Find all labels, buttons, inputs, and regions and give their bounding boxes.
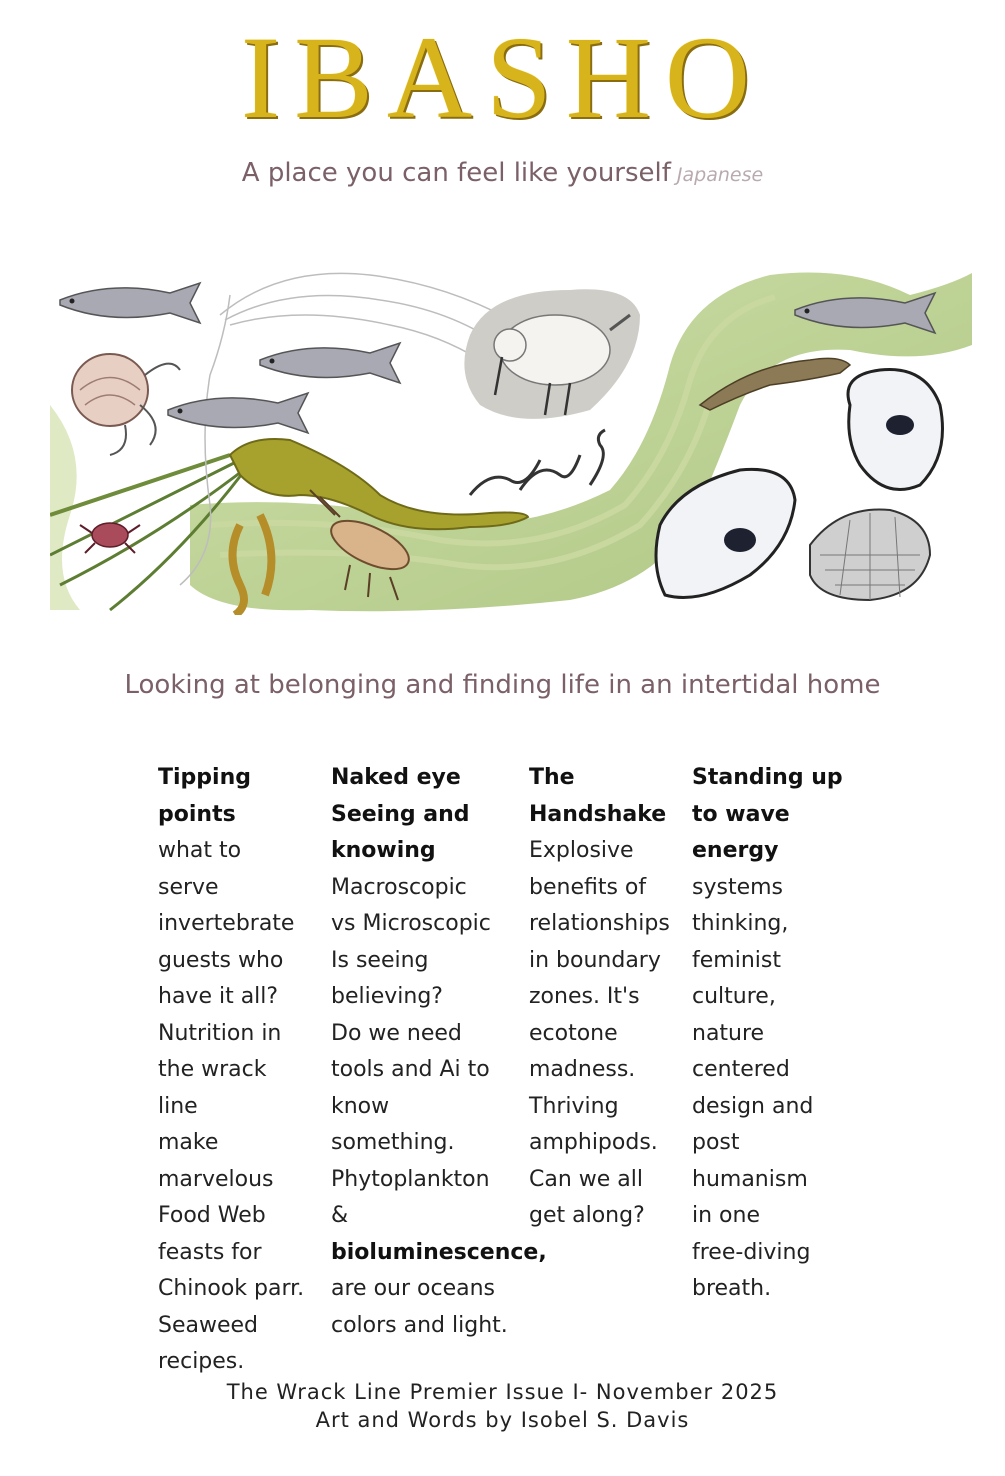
subtitle-language: Japanese bbox=[676, 164, 764, 186]
clam-icon bbox=[810, 509, 930, 600]
fish-icon bbox=[60, 283, 200, 323]
subtitle bbox=[0, 158, 1005, 188]
fish-icon bbox=[168, 393, 308, 433]
column-body: Explosive benefits of relationships in boundary zones. It's ecotone madness. Thriving amphipods. Can we all get along? bbox=[529, 838, 670, 1228]
fish-icon bbox=[260, 343, 400, 383]
footer bbox=[0, 1378, 1005, 1434]
column-body-bold: bioluminescence, bbox=[331, 1239, 547, 1265]
column-body: what to serve invertebrate guests who have it all? Nutrition in the wrack line make marvelous Food Web feasts for Chinook parr. Seaweed recipes. bbox=[158, 838, 305, 1374]
sandpiper-icon bbox=[464, 289, 640, 419]
column-naked-eye bbox=[331, 760, 547, 1344]
intertidal-illustration bbox=[50, 255, 975, 615]
tagline: Looking at belonging and finding life in an intertidal home bbox=[124, 670, 881, 700]
footer-issue-line: The Wrack Line Premier Issue I- November 2025 bbox=[226, 1380, 779, 1404]
subtitle-text: A place you can feel like yourself bbox=[241, 158, 671, 188]
column-handshake bbox=[529, 760, 679, 1235]
column-heading: Tipping points bbox=[158, 765, 251, 827]
column-wave-energy bbox=[692, 760, 852, 1308]
column-body: systems thinking, feminist culture, nature centered design and post humanism in one free-diving breath. bbox=[692, 874, 814, 1301]
column-heading: Naked eye Seeing and knowing bbox=[331, 765, 470, 863]
column-heading: Standing up to wave energy bbox=[692, 765, 843, 863]
column-body-end: are our oceans colors and light. bbox=[331, 1276, 508, 1338]
footer-credit-line: Art and Words by Isobel S. Davis bbox=[315, 1408, 690, 1432]
column-tipping-points bbox=[158, 760, 308, 1381]
hermit-crab-icon bbox=[72, 354, 180, 455]
oyster-icon bbox=[848, 369, 943, 489]
column-heading: The Handshake bbox=[529, 765, 667, 827]
magazine-title: IBASHO bbox=[240, 12, 765, 143]
crab-icon bbox=[80, 523, 140, 553]
column-body: Macroscopic vs Microscopic Is seeing believing? Do we need tools and Ai to know something. Phytoplankton & bbox=[331, 874, 491, 1228]
worm-icon bbox=[470, 430, 605, 495]
